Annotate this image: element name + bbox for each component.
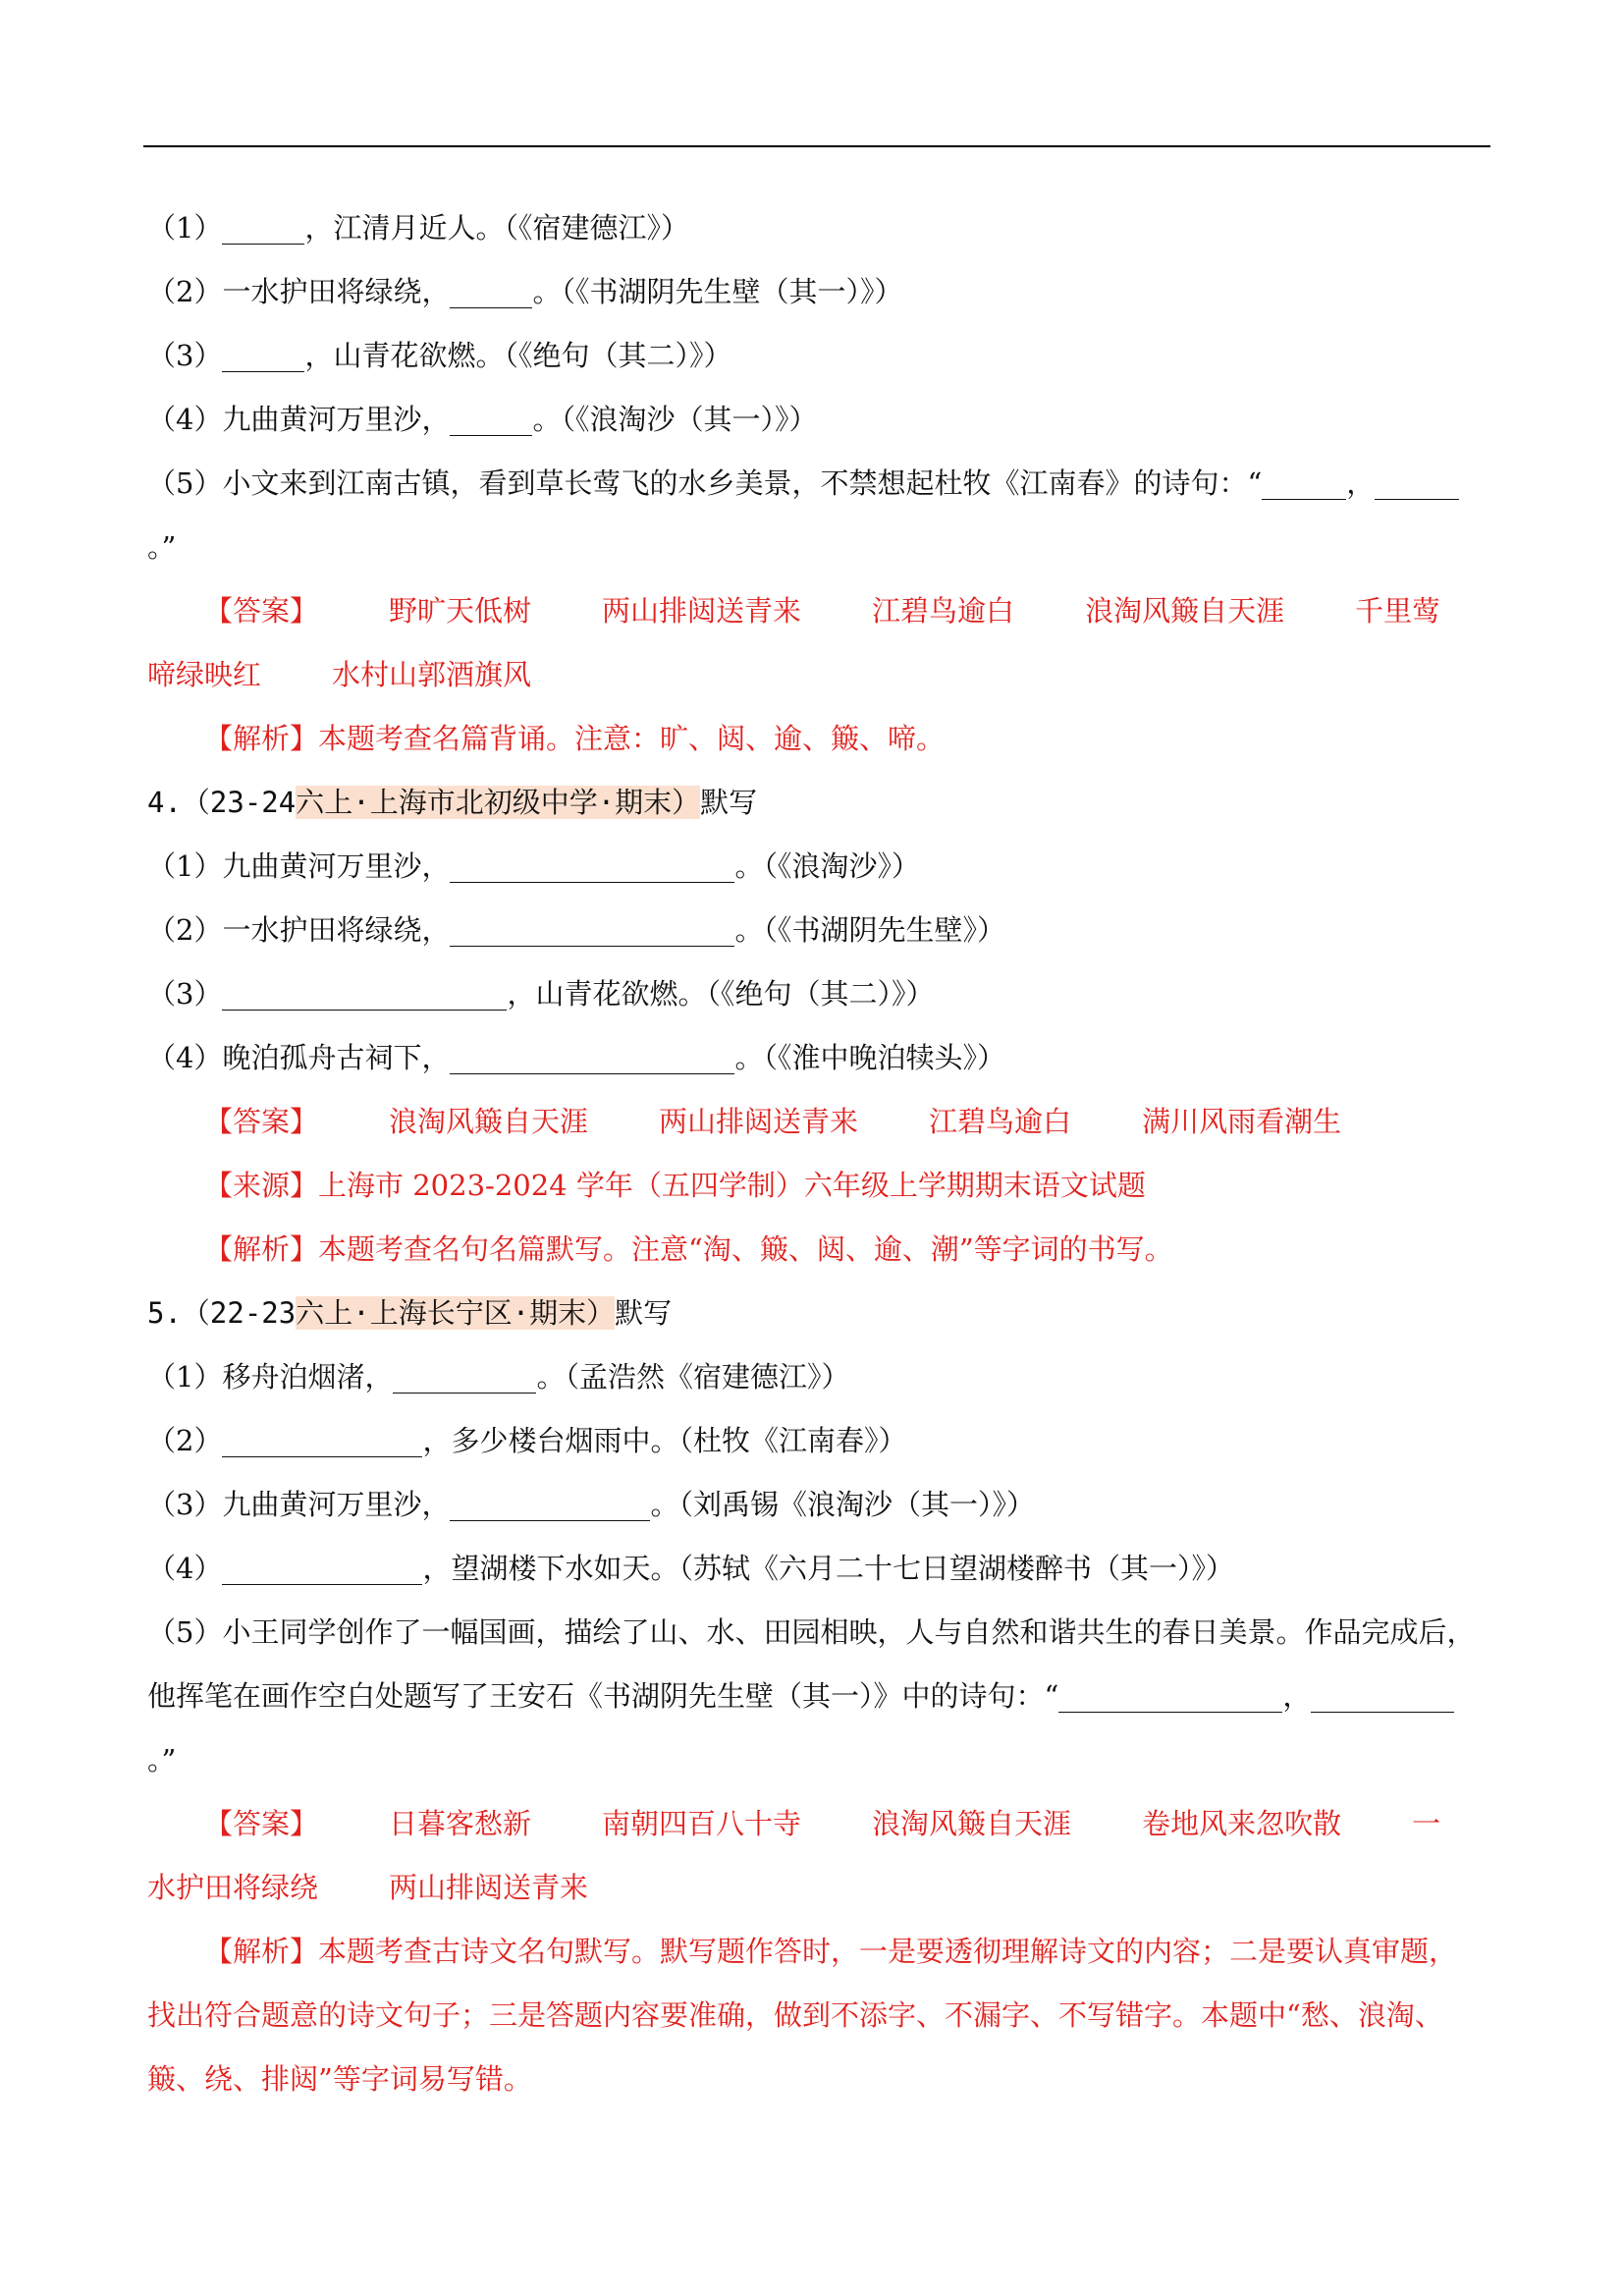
answer-value: 江碧鸟逾白 [872, 594, 1015, 628]
q5-item-2 [147, 1409, 1490, 1473]
answer-value: 日暮客愁新 [389, 1807, 532, 1840]
answer-blank[interactable] [222, 214, 304, 245]
source-label: 【来源】 [204, 1169, 319, 1202]
answer-blank[interactable] [450, 1044, 734, 1074]
answer-value: 浪淘风簸自天涯 [389, 1105, 589, 1138]
analysis-label: 【解析】 [204, 1232, 319, 1266]
q3-item-3 [147, 324, 1490, 388]
q4-item-3-prefix: （3） [147, 977, 223, 1011]
q5-item-4 [147, 1537, 1490, 1601]
analysis-text: 本题考查名句名篇默写。注意“淘、簸、闼、逾、潮”等字词的书写。 [318, 1232, 1173, 1266]
analysis-text: 本题考查古诗文名句默写。默写题作答时，一是要透彻理解诗文的内容；二是要认真审题， [318, 1935, 1458, 1968]
q4-answer [147, 1090, 1490, 1154]
answer-value: 两山排闼送青来 [602, 594, 802, 628]
analysis-label: 【解析】 [204, 1935, 319, 1968]
q3-item-5-end: 。” [147, 530, 177, 564]
question-year: （22-23 [181, 1296, 297, 1330]
answer-value: 水护田将绿绕 [147, 1871, 319, 1904]
document-body [147, 196, 1490, 2111]
q3-analysis [147, 707, 1490, 771]
q3-item-4-text: （4）九曲黄河万里沙， [147, 403, 451, 436]
q5-item-5-end: 。” [147, 1743, 177, 1777]
q3-item-5-text: （5）小文来到江南古镇，看到草长莺飞的水乡美景，不禁想起杜牧《江南春》的诗句：“ [147, 466, 1263, 500]
q5-heading [147, 1282, 1490, 1345]
analysis-text: 找出符合题意的诗文句子；三是答题内容要准确，做到不添字、不漏字、不写错字。本题中“愁、浪淘、 [147, 1998, 1443, 2032]
q4-item-4-source: 。（《淮中晚泊犊头》） [734, 1041, 1005, 1074]
answer-blank[interactable] [450, 406, 532, 436]
q3-item-1-prefix: （1） [147, 211, 223, 245]
q3-item-1-text: ，江清月近人。（《宿建德江》） [304, 211, 689, 245]
answer-value: 啼绿映红 [147, 658, 262, 691]
q5-answer-continued [147, 1856, 1490, 1920]
q5-item-2-prefix: （2） [147, 1424, 223, 1457]
q5-item-5-text: 他挥笔在画作空白处题写了王安石《书湖阴先生壁（其一）》中的诗句：“ [147, 1679, 1059, 1713]
question-title: 默写 [700, 786, 758, 819]
q3-answer-continued [147, 643, 1490, 707]
answer-blank[interactable] [450, 852, 734, 883]
answer-blank[interactable] [222, 980, 507, 1011]
answer-value: 浪淘风簸自天涯 [1085, 594, 1285, 628]
source-text: 上海市 2023-2024 学年（五四学制）六年级上学期期末语文试题 [318, 1169, 1146, 1202]
q4-item-2-source: 。（《书湖阴先生壁》） [734, 913, 1005, 947]
q5-answer [147, 1792, 1490, 1856]
q5-item-5-text: （5）小王同学创作了一幅国画，描绘了山、水、田园相映，人与自然和谐共生的春日美景。作品完成后， [147, 1615, 1476, 1649]
answer-value: 两山排闼送青来 [659, 1105, 859, 1138]
answer-blank[interactable] [1375, 469, 1459, 500]
q5-item-3-source: 。（刘禹锡《浪淘沙（其一）》） [650, 1488, 1035, 1521]
q4-analysis [147, 1218, 1490, 1282]
q5-item-5-separator: ， [1282, 1679, 1312, 1713]
q3-answer [147, 579, 1490, 643]
q4-item-3 [147, 962, 1490, 1026]
answer-label: 【答案】 [204, 1807, 319, 1840]
q4-item-1-text: （1）九曲黄河万里沙， [147, 849, 451, 883]
q4-item-4-text: （4）晚泊孤舟古祠下， [147, 1041, 451, 1074]
question-number: 5. [147, 1296, 182, 1330]
question-year: （23-24 [181, 786, 297, 819]
q3-item-2-source: 。（《书湖阴先生壁（其一）》） [532, 275, 903, 308]
question-number: 4. [147, 786, 182, 819]
q5-item-1-source: 。（孟浩然《宿建德江》） [536, 1360, 850, 1394]
q4-source [147, 1154, 1490, 1218]
answer-value: 野旷天低树 [389, 594, 532, 628]
answer-value: 两山排闼送青来 [389, 1871, 589, 1904]
q3-item-3-prefix: （3） [147, 339, 223, 372]
answer-blank[interactable] [1311, 1682, 1454, 1713]
answer-blank[interactable] [450, 1491, 650, 1521]
q5-analysis [147, 1920, 1490, 1984]
q5-item-3 [147, 1473, 1490, 1537]
answer-value: 江碧鸟逾白 [929, 1105, 1072, 1138]
q5-item-4-text: ，望湖楼下水如天。（苏轼《六月二十七日望湖楼醉书（其一）》） [422, 1552, 1234, 1585]
q3-item-4-source: 。（《浪淘沙（其一）》） [532, 403, 818, 436]
answer-blank[interactable] [222, 1555, 422, 1585]
q4-item-4 [147, 1026, 1490, 1090]
answer-blank[interactable] [222, 1427, 422, 1457]
answer-blank[interactable] [1262, 469, 1346, 500]
answer-blank[interactable] [222, 342, 304, 372]
answer-value: 水村山郭酒旗风 [332, 658, 532, 691]
answer-value: 千里莺 [1355, 594, 1441, 628]
q3-item-1 [147, 196, 1490, 260]
answer-blank[interactable] [450, 278, 532, 308]
answer-value: 满川风雨看潮生 [1142, 1105, 1342, 1138]
header-rule [143, 145, 1490, 147]
q4-heading [147, 771, 1490, 835]
q4-item-1-source: 。（《浪淘沙》） [734, 849, 920, 883]
q5-item-2-text: ，多少楼台烟雨中。（杜牧《江南春》） [422, 1424, 907, 1457]
answer-blank[interactable] [393, 1363, 536, 1394]
answer-value: 卷地风来忽吹散 [1142, 1807, 1342, 1840]
answer-value: 一 [1412, 1807, 1441, 1840]
question-source-tag: 六上·上海市北初级中学·期末） [296, 786, 701, 819]
q5-item-5-continued [147, 1665, 1490, 1728]
q5-item-1-text: （1）移舟泊烟渚， [147, 1360, 394, 1394]
q5-item-3-text: （3）九曲黄河万里沙， [147, 1488, 451, 1521]
q3-item-2 [147, 260, 1490, 324]
q4-item-1 [147, 835, 1490, 899]
question-source-tag: 六上·上海长宁区·期末） [296, 1296, 616, 1330]
q3-item-2-text: （2）一水护田将绿绕， [147, 275, 451, 308]
answer-label: 【答案】 [204, 1105, 319, 1138]
answer-label: 【答案】 [204, 594, 319, 628]
q5-item-1 [147, 1345, 1490, 1409]
q4-item-3-text: ，山青花欲燃。（《绝句（其二）》） [507, 977, 935, 1011]
q3-item-5-separator: ， [1346, 466, 1376, 500]
answer-blank[interactable] [1058, 1682, 1282, 1713]
q3-item-5 [147, 452, 1490, 516]
q3-item-4 [147, 388, 1490, 452]
q4-item-2-text: （2）一水护田将绿绕， [147, 913, 451, 947]
q3-item-3-text: ，山青花欲燃。（《绝句（其二）》） [304, 339, 732, 372]
answer-blank[interactable] [450, 916, 734, 947]
analysis-text: 本题考查名篇背诵。注意：旷、闼、逾、簸、啼。 [318, 722, 946, 755]
q4-item-2 [147, 899, 1490, 962]
analysis-text: 簸、绕、排闼”等字词易写错。 [147, 2062, 532, 2096]
question-title: 默写 [615, 1296, 673, 1330]
q5-item-4-prefix: （4） [147, 1552, 223, 1585]
answer-value: 南朝四百八十寺 [602, 1807, 802, 1840]
analysis-label: 【解析】 [204, 722, 319, 755]
answer-value: 浪淘风簸自天涯 [872, 1807, 1072, 1840]
